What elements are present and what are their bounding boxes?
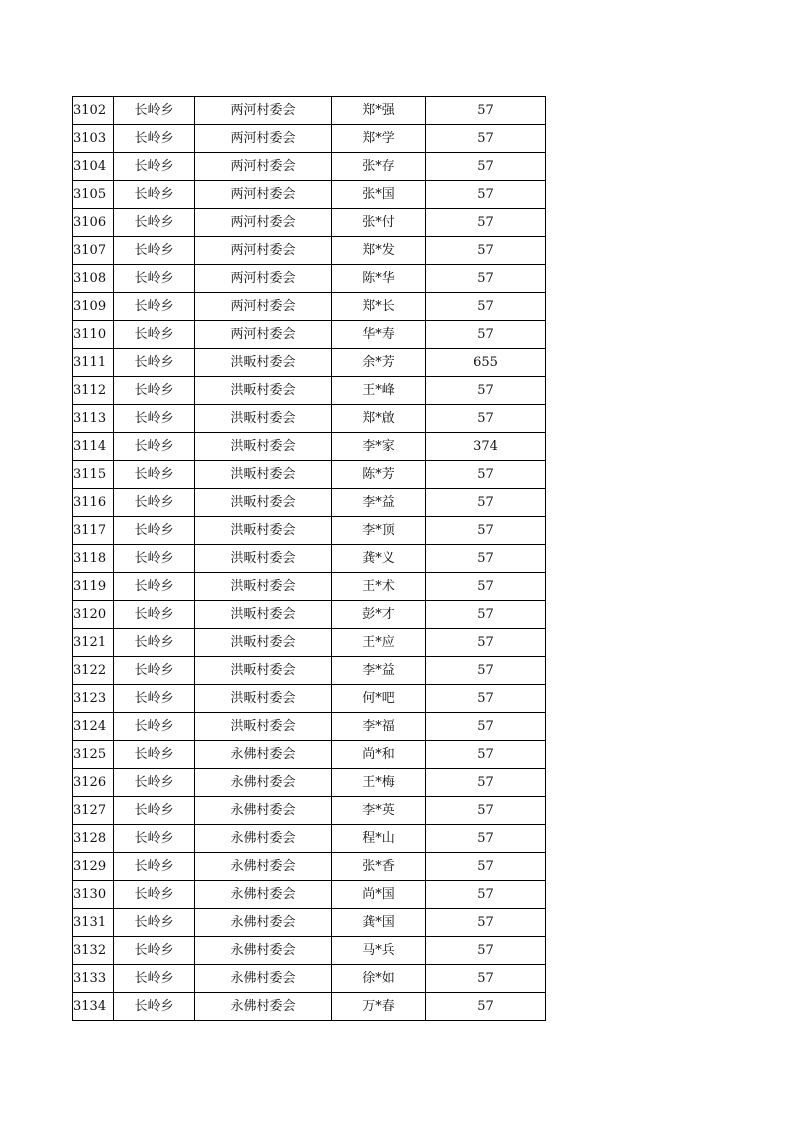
table-row bbox=[73, 209, 546, 237]
township-cell: 长岭乡 bbox=[114, 629, 195, 657]
table-row bbox=[73, 321, 546, 349]
amount-cell: 57 bbox=[426, 713, 546, 741]
person-name-cell: 李*益 bbox=[332, 489, 426, 517]
person-name-cell: 陈*华 bbox=[332, 265, 426, 293]
township-cell: 长岭乡 bbox=[114, 181, 195, 209]
amount-cell: 57 bbox=[426, 685, 546, 713]
village-committee-cell: 洪畈村委会 bbox=[195, 377, 332, 405]
village-committee-cell: 两河村委会 bbox=[195, 321, 332, 349]
row-number-cell: 3123 bbox=[73, 685, 114, 713]
village-committee-cell: 两河村委会 bbox=[195, 293, 332, 321]
row-number-cell: 3119 bbox=[73, 573, 114, 601]
village-committee-cell: 洪畈村委会 bbox=[195, 517, 332, 545]
village-committee-cell: 永佛村委会 bbox=[195, 881, 332, 909]
village-committee-cell: 永佛村委会 bbox=[195, 937, 332, 965]
person-name-cell: 尚*国 bbox=[332, 881, 426, 909]
row-number-cell: 3127 bbox=[73, 797, 114, 825]
table-row bbox=[73, 797, 546, 825]
amount-cell: 57 bbox=[426, 797, 546, 825]
table-row bbox=[73, 853, 546, 881]
table-row bbox=[73, 769, 546, 797]
table-row bbox=[73, 489, 546, 517]
township-cell: 长岭乡 bbox=[114, 601, 195, 629]
person-name-cell: 郑*啟 bbox=[332, 405, 426, 433]
village-committee-cell: 洪畈村委会 bbox=[195, 545, 332, 573]
township-cell: 长岭乡 bbox=[114, 237, 195, 265]
township-cell: 长岭乡 bbox=[114, 377, 195, 405]
township-cell: 长岭乡 bbox=[114, 265, 195, 293]
person-name-cell: 龚*国 bbox=[332, 909, 426, 937]
person-name-cell: 李*益 bbox=[332, 657, 426, 685]
township-cell: 长岭乡 bbox=[114, 685, 195, 713]
township-cell: 长岭乡 bbox=[114, 741, 195, 769]
roster-table bbox=[72, 96, 546, 1021]
village-committee-cell: 洪畈村委会 bbox=[195, 629, 332, 657]
amount-cell: 57 bbox=[426, 853, 546, 881]
table-row bbox=[73, 293, 546, 321]
row-number-cell: 3133 bbox=[73, 965, 114, 993]
township-cell: 长岭乡 bbox=[114, 965, 195, 993]
village-committee-cell: 两河村委会 bbox=[195, 209, 332, 237]
village-committee-cell: 两河村委会 bbox=[195, 153, 332, 181]
person-name-cell: 郑*长 bbox=[332, 293, 426, 321]
village-committee-cell: 洪畈村委会 bbox=[195, 489, 332, 517]
table-row bbox=[73, 713, 546, 741]
township-cell: 长岭乡 bbox=[114, 433, 195, 461]
township-cell: 长岭乡 bbox=[114, 657, 195, 685]
person-name-cell: 程*山 bbox=[332, 825, 426, 853]
row-number-cell: 3115 bbox=[73, 461, 114, 489]
table-row bbox=[73, 741, 546, 769]
person-name-cell: 张*国 bbox=[332, 181, 426, 209]
township-cell: 长岭乡 bbox=[114, 293, 195, 321]
roster-table-body bbox=[73, 97, 546, 1021]
person-name-cell: 李*家 bbox=[332, 433, 426, 461]
row-number-cell: 3120 bbox=[73, 601, 114, 629]
row-number-cell: 3122 bbox=[73, 657, 114, 685]
person-name-cell: 马*兵 bbox=[332, 937, 426, 965]
row-number-cell: 3107 bbox=[73, 237, 114, 265]
table-row bbox=[73, 265, 546, 293]
table-row bbox=[73, 433, 546, 461]
person-name-cell: 王*术 bbox=[332, 573, 426, 601]
township-cell: 长岭乡 bbox=[114, 349, 195, 377]
table-row bbox=[73, 881, 546, 909]
amount-cell: 655 bbox=[426, 349, 546, 377]
village-committee-cell: 永佛村委会 bbox=[195, 909, 332, 937]
village-committee-cell: 永佛村委会 bbox=[195, 741, 332, 769]
amount-cell: 57 bbox=[426, 825, 546, 853]
table-row bbox=[73, 965, 546, 993]
amount-cell: 57 bbox=[426, 545, 546, 573]
row-number-cell: 3109 bbox=[73, 293, 114, 321]
village-committee-cell: 两河村委会 bbox=[195, 181, 332, 209]
township-cell: 长岭乡 bbox=[114, 713, 195, 741]
person-name-cell: 何*吧 bbox=[332, 685, 426, 713]
row-number-cell: 3129 bbox=[73, 853, 114, 881]
person-name-cell: 郑*学 bbox=[332, 125, 426, 153]
row-number-cell: 3111 bbox=[73, 349, 114, 377]
person-name-cell: 王*应 bbox=[332, 629, 426, 657]
township-cell: 长岭乡 bbox=[114, 125, 195, 153]
township-cell: 长岭乡 bbox=[114, 517, 195, 545]
table-row bbox=[73, 237, 546, 265]
row-number-cell: 3104 bbox=[73, 153, 114, 181]
amount-cell: 57 bbox=[426, 489, 546, 517]
table-row bbox=[73, 405, 546, 433]
table-row bbox=[73, 993, 546, 1021]
township-cell: 长岭乡 bbox=[114, 909, 195, 937]
row-number-cell: 3112 bbox=[73, 377, 114, 405]
table-row bbox=[73, 909, 546, 937]
person-name-cell: 郑*强 bbox=[332, 97, 426, 125]
table-row bbox=[73, 125, 546, 153]
row-number-cell: 3132 bbox=[73, 937, 114, 965]
village-committee-cell: 两河村委会 bbox=[195, 265, 332, 293]
township-cell: 长岭乡 bbox=[114, 489, 195, 517]
person-name-cell: 王*峰 bbox=[332, 377, 426, 405]
person-name-cell: 郑*发 bbox=[332, 237, 426, 265]
township-cell: 长岭乡 bbox=[114, 825, 195, 853]
person-name-cell: 尚*和 bbox=[332, 741, 426, 769]
amount-cell: 57 bbox=[426, 629, 546, 657]
amount-cell: 57 bbox=[426, 97, 546, 125]
village-committee-cell: 两河村委会 bbox=[195, 125, 332, 153]
township-cell: 长岭乡 bbox=[114, 769, 195, 797]
township-cell: 长岭乡 bbox=[114, 97, 195, 125]
person-name-cell: 万*春 bbox=[332, 993, 426, 1021]
township-cell: 长岭乡 bbox=[114, 937, 195, 965]
person-name-cell: 李*英 bbox=[332, 797, 426, 825]
row-number-cell: 3118 bbox=[73, 545, 114, 573]
row-number-cell: 3108 bbox=[73, 265, 114, 293]
village-committee-cell: 永佛村委会 bbox=[195, 993, 332, 1021]
amount-cell: 374 bbox=[426, 433, 546, 461]
person-name-cell: 陈*芳 bbox=[332, 461, 426, 489]
township-cell: 长岭乡 bbox=[114, 797, 195, 825]
row-number-cell: 3110 bbox=[73, 321, 114, 349]
amount-cell: 57 bbox=[426, 237, 546, 265]
amount-cell: 57 bbox=[426, 209, 546, 237]
amount-cell: 57 bbox=[426, 153, 546, 181]
amount-cell: 57 bbox=[426, 265, 546, 293]
township-cell: 长岭乡 bbox=[114, 209, 195, 237]
amount-cell: 57 bbox=[426, 937, 546, 965]
amount-cell: 57 bbox=[426, 601, 546, 629]
row-number-cell: 3114 bbox=[73, 433, 114, 461]
person-name-cell: 徐*如 bbox=[332, 965, 426, 993]
row-number-cell: 3121 bbox=[73, 629, 114, 657]
village-committee-cell: 永佛村委会 bbox=[195, 965, 332, 993]
person-name-cell: 张*香 bbox=[332, 853, 426, 881]
amount-cell: 57 bbox=[426, 377, 546, 405]
amount-cell: 57 bbox=[426, 125, 546, 153]
amount-cell: 57 bbox=[426, 517, 546, 545]
row-number-cell: 3124 bbox=[73, 713, 114, 741]
township-cell: 长岭乡 bbox=[114, 881, 195, 909]
table-row bbox=[73, 545, 546, 573]
table-row bbox=[73, 349, 546, 377]
table-row bbox=[73, 97, 546, 125]
row-number-cell: 3126 bbox=[73, 769, 114, 797]
amount-cell: 57 bbox=[426, 461, 546, 489]
person-name-cell: 龚*义 bbox=[332, 545, 426, 573]
village-committee-cell: 洪畈村委会 bbox=[195, 461, 332, 489]
table-row bbox=[73, 461, 546, 489]
village-committee-cell: 永佛村委会 bbox=[195, 769, 332, 797]
village-committee-cell: 两河村委会 bbox=[195, 237, 332, 265]
village-committee-cell: 洪畈村委会 bbox=[195, 573, 332, 601]
person-name-cell: 余*芳 bbox=[332, 349, 426, 377]
amount-cell: 57 bbox=[426, 293, 546, 321]
person-name-cell: 彭*才 bbox=[332, 601, 426, 629]
village-committee-cell: 洪畈村委会 bbox=[195, 433, 332, 461]
table-row bbox=[73, 153, 546, 181]
township-cell: 长岭乡 bbox=[114, 545, 195, 573]
village-committee-cell: 洪畈村委会 bbox=[195, 601, 332, 629]
village-committee-cell: 永佛村委会 bbox=[195, 825, 332, 853]
row-number-cell: 3105 bbox=[73, 181, 114, 209]
person-name-cell: 李*福 bbox=[332, 713, 426, 741]
amount-cell: 57 bbox=[426, 909, 546, 937]
table-row bbox=[73, 573, 546, 601]
person-name-cell: 张*付 bbox=[332, 209, 426, 237]
amount-cell: 57 bbox=[426, 993, 546, 1021]
amount-cell: 57 bbox=[426, 657, 546, 685]
table-row bbox=[73, 377, 546, 405]
village-committee-cell: 洪畈村委会 bbox=[195, 349, 332, 377]
amount-cell: 57 bbox=[426, 181, 546, 209]
table-row bbox=[73, 629, 546, 657]
township-cell: 长岭乡 bbox=[114, 461, 195, 489]
village-committee-cell: 洪畈村委会 bbox=[195, 657, 332, 685]
person-name-cell: 张*存 bbox=[332, 153, 426, 181]
row-number-cell: 3116 bbox=[73, 489, 114, 517]
table-row bbox=[73, 601, 546, 629]
township-cell: 长岭乡 bbox=[114, 321, 195, 349]
row-number-cell: 3134 bbox=[73, 993, 114, 1021]
village-committee-cell: 两河村委会 bbox=[195, 97, 332, 125]
amount-cell: 57 bbox=[426, 321, 546, 349]
row-number-cell: 3130 bbox=[73, 881, 114, 909]
township-cell: 长岭乡 bbox=[114, 853, 195, 881]
amount-cell: 57 bbox=[426, 405, 546, 433]
table-row bbox=[73, 937, 546, 965]
village-committee-cell: 永佛村委会 bbox=[195, 797, 332, 825]
table-row bbox=[73, 517, 546, 545]
table-row bbox=[73, 181, 546, 209]
village-committee-cell: 洪畈村委会 bbox=[195, 405, 332, 433]
person-name-cell: 华*寿 bbox=[332, 321, 426, 349]
village-committee-cell: 永佛村委会 bbox=[195, 853, 332, 881]
amount-cell: 57 bbox=[426, 881, 546, 909]
person-name-cell: 李*顶 bbox=[332, 517, 426, 545]
village-committee-cell: 洪畈村委会 bbox=[195, 685, 332, 713]
township-cell: 长岭乡 bbox=[114, 153, 195, 181]
row-number-cell: 3131 bbox=[73, 909, 114, 937]
amount-cell: 57 bbox=[426, 769, 546, 797]
row-number-cell: 3106 bbox=[73, 209, 114, 237]
amount-cell: 57 bbox=[426, 741, 546, 769]
row-number-cell: 3102 bbox=[73, 97, 114, 125]
person-name-cell: 王*梅 bbox=[332, 769, 426, 797]
row-number-cell: 3113 bbox=[73, 405, 114, 433]
table-row bbox=[73, 657, 546, 685]
table-row bbox=[73, 685, 546, 713]
row-number-cell: 3103 bbox=[73, 125, 114, 153]
township-cell: 长岭乡 bbox=[114, 405, 195, 433]
township-cell: 长岭乡 bbox=[114, 993, 195, 1021]
table-row bbox=[73, 825, 546, 853]
row-number-cell: 3125 bbox=[73, 741, 114, 769]
township-cell: 长岭乡 bbox=[114, 573, 195, 601]
row-number-cell: 3128 bbox=[73, 825, 114, 853]
village-committee-cell: 洪畈村委会 bbox=[195, 713, 332, 741]
row-number-cell: 3117 bbox=[73, 517, 114, 545]
amount-cell: 57 bbox=[426, 573, 546, 601]
amount-cell: 57 bbox=[426, 965, 546, 993]
